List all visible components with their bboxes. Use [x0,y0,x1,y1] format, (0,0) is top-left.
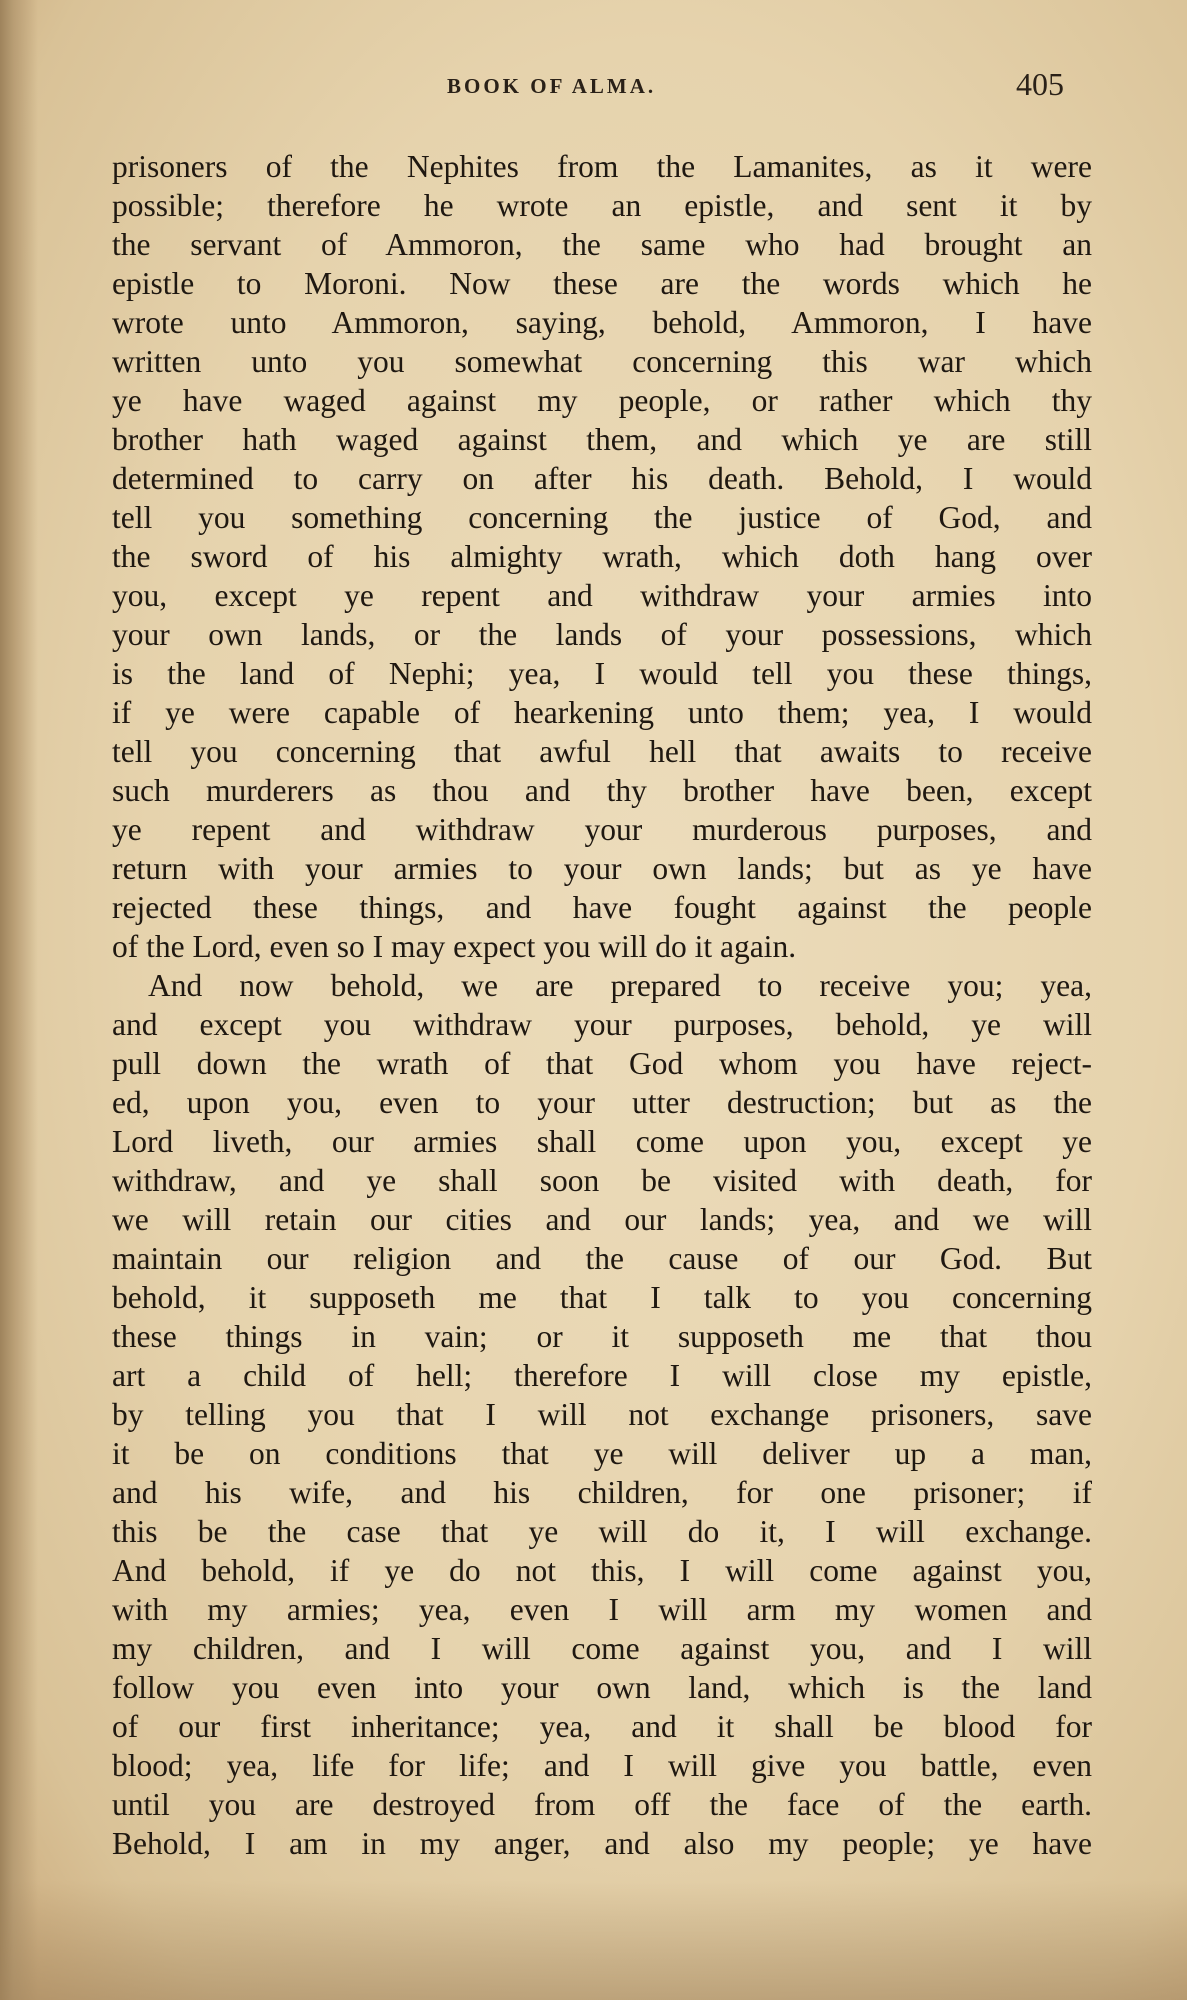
text-line: return with your armies to your own lands; but as ye have [112,851,1092,886]
running-head-title: BOOK OF ALMA. [447,74,657,98]
text-line: your own lands, or the lands of your possessions, which [112,617,1092,652]
text-line: such murderers as thou and thy brother have been, except [112,773,1092,808]
text-line: by telling you that I will not exchange prisoners, save [112,1397,1092,1432]
text-line: of the Lord, even so I may expect you will do it again. [112,929,797,964]
bottom-shadow [0,1880,1187,2000]
text-line: pull down the wrath of that God whom you have reject- [112,1046,1092,1081]
text-line: Behold, I am in my anger, and also my people; ye have [112,1826,1092,1861]
text-line: ye have waged against my people, or rather which thy [112,383,1092,418]
text-line: these things in vain; or it supposeth me that thou [112,1319,1092,1354]
text-line: epistle to Moroni. Now these are the words which he [112,266,1092,301]
gutter-shadow [0,0,38,2000]
text-line: rejected these things, and have fought against the people [112,890,1092,925]
text-line: the servant of Ammoron, the same who had brought an [112,227,1092,262]
text-line: And behold, if ye do not this, I will come against you, [112,1553,1092,1588]
page-number: 405 [1016,66,1064,102]
text-line: the sword of his almighty wrath, which doth hang over [112,539,1092,574]
text-line: withdraw, and ye shall soon be visited with death, for [112,1163,1092,1198]
text-line: ye repent and withdraw your murderous purposes, and [112,812,1092,847]
text-line: and his wife, and his children, for one prisoner; if [112,1475,1092,1510]
text-line: And now behold, we are prepared to receive you; yea, [148,968,1092,1003]
text-line: blood; yea, life for life; and I will give you battle, even [112,1748,1092,1783]
text-line: behold, it supposeth me that I talk to you concerning [112,1280,1092,1315]
text-line: if ye were capable of hearkening unto them; yea, I would [112,695,1092,730]
text-line: possible; therefore he wrote an epistle, and sent it by [112,188,1092,223]
text-line: is the land of Nephi; yea, I would tell you these things, [112,656,1092,691]
text-line: of our first inheritance; yea, and it shall be blood for [112,1709,1092,1744]
text-line: this be the case that ye will do it, I will exchange. [112,1514,1092,1549]
text-line: art a child of hell; therefore I will close my epistle, [112,1358,1092,1393]
text-line: tell you something concerning the justice of God, and [112,500,1092,535]
text-line: and except you withdraw your purposes, behold, ye will [112,1007,1092,1042]
body-text [112,147,1092,1863]
text-line: prisoners of the Nephites from the Lamanites, as it were [112,149,1092,184]
text-line: you, except ye repent and withdraw your armies into [112,578,1092,613]
text-line: until you are destroyed from off the face of the earth. [112,1787,1092,1822]
text-line: we will retain our cities and our lands; yea, and we will [112,1202,1092,1237]
text-line: tell you concerning that awful hell that awaits to receive [112,734,1092,769]
text-line: brother hath waged against them, and which ye are still [112,422,1092,457]
text-line: with my armies; yea, even I will arm my women and [112,1592,1092,1627]
text-line: Lord liveth, our armies shall come upon you, except ye [112,1124,1092,1159]
text-line: wrote unto Ammoron, saying, behold, Ammoron, I have [112,305,1092,340]
text-line: maintain our religion and the cause of our God. But [112,1241,1092,1276]
text-line: determined to carry on after his death. Behold, I would [112,461,1092,496]
text-line: ed, upon you, even to your utter destruction; but as the [112,1085,1092,1120]
text-line: my children, and I will come against you, and I will [112,1631,1092,1666]
text-line: follow you even into your own land, which is the land [112,1670,1092,1705]
running-head [110,66,1067,106]
text-line: written unto you somewhat concerning this war which [112,344,1092,379]
text-line: it be on conditions that ye will deliver up a man, [112,1436,1092,1471]
